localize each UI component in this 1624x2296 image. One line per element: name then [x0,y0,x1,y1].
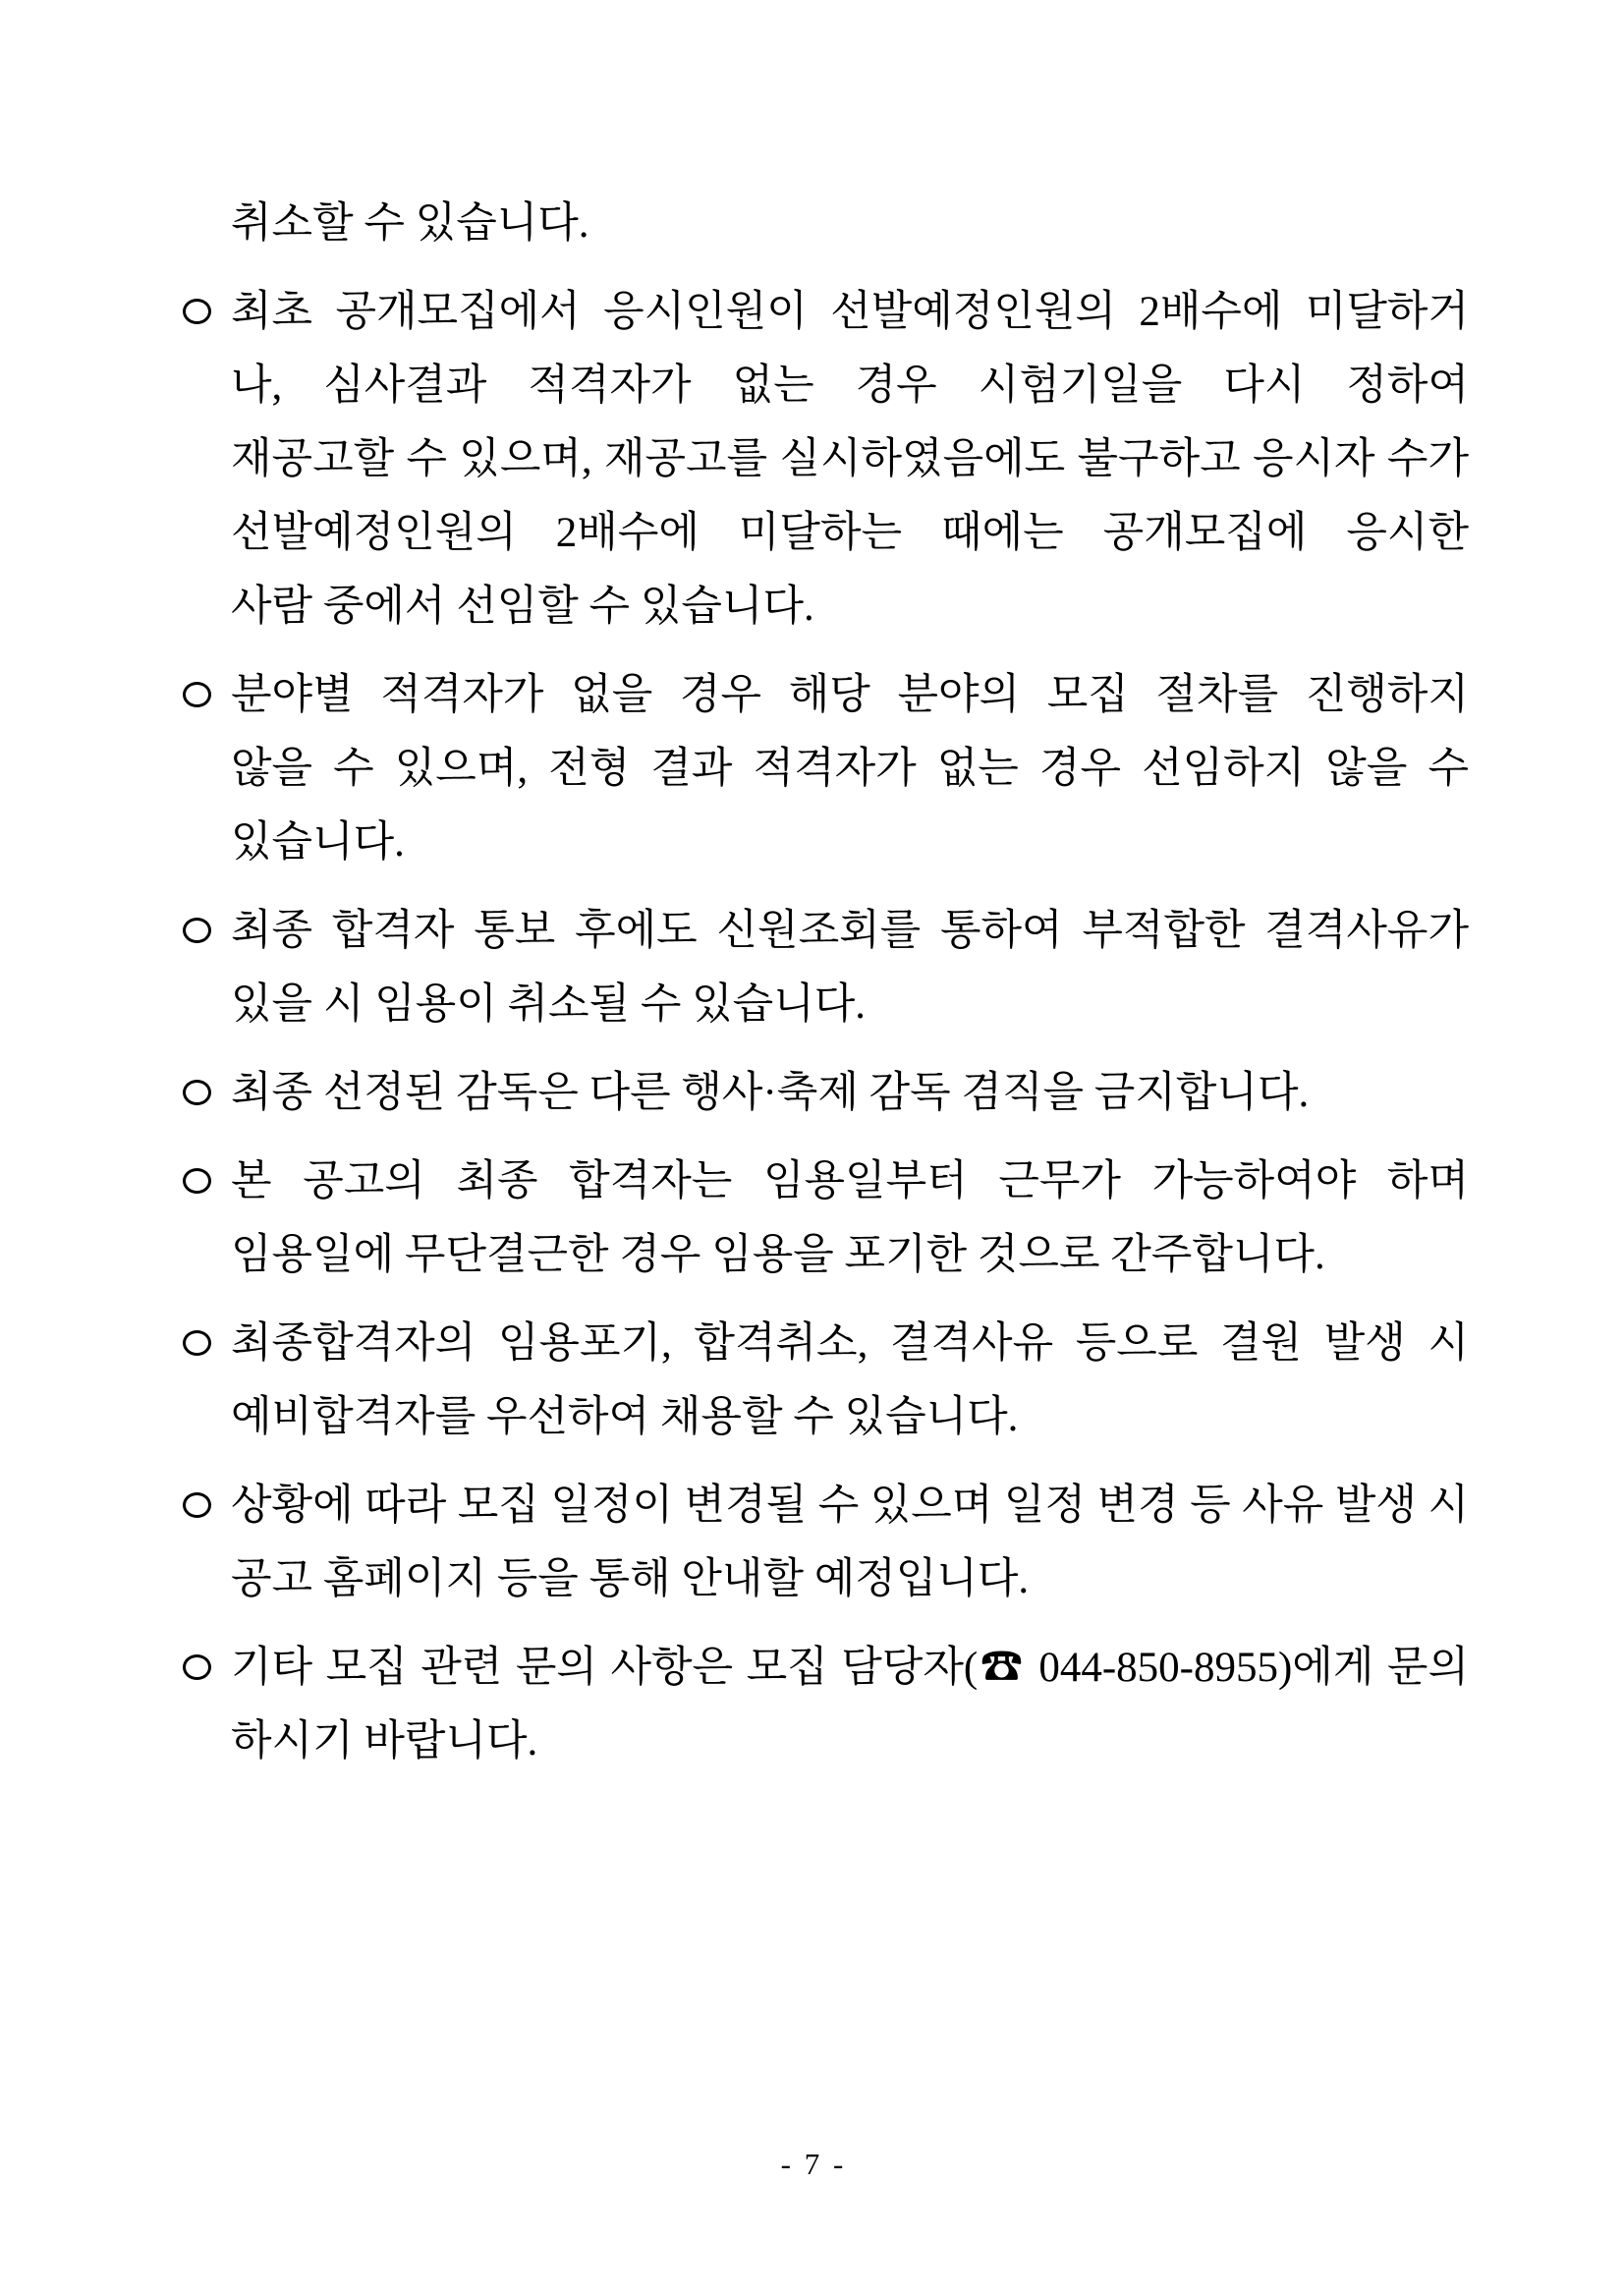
paragraph-text [231,1469,1469,1616]
paragraph-text [231,1145,1469,1292]
text-line: 사람 중에서 선임할 수 있습니다. [231,584,814,630]
text-line: 본 공고의 최종 합격자는 임용일부터 근무가 가능하여야 하며 [231,1158,1469,1204]
bullet-paragraph [182,1307,1469,1454]
continuation-paragraph [182,187,1469,260]
notice-body [182,187,1469,1793]
text-line: 최종합격자의 임용포기, 합격취소, 결격사유 등으로 결원 발생 시 [231,1320,1469,1367]
bullet-circle-icon [182,1145,231,1218]
text-line: 않을 수 있으며, 전형 결과 적격자가 없는 경우 선임하지 않을 수 [231,746,1469,792]
text-line: 최초 공개모집에서 응시인원이 선발예정인원의 2배수에 미달하거 [231,289,1469,335]
text-line: 하시기 바랍니다. [231,1718,538,1764]
text-line: 분야별 적격자가 없을 경우 해당 분야의 모집 절차를 진행하지 [231,672,1469,718]
page-footer [0,2145,1624,2184]
bullet-circle-icon [182,275,231,349]
bullet-circle-icon [182,894,231,968]
text-line: 나, 심사결과 적격자가 없는 경우 시험기일을 다시 정하여 [231,363,1469,409]
bullet-circle-icon [182,1056,231,1130]
bullet-circle-icon [182,1469,231,1542]
text-line: 취소할 수 있습니다. [231,200,589,247]
text-line: 최종 합격자 통보 후에도 신원조회를 통하여 부적합한 결격사유가 [231,908,1469,954]
text-line: 선발예정인원의 2배수에 미달하는 때에는 공개모집에 응시한 [231,510,1469,556]
bullet-paragraph [182,658,1469,879]
paragraph-text [231,187,1469,260]
bullet-paragraph [182,1056,1469,1130]
bullet-paragraph [182,1469,1469,1616]
bullet-spacer [182,187,231,260]
paragraph-text [231,1631,1469,1778]
bullet-paragraph [182,275,1469,644]
bullet-circle-icon [182,1631,231,1705]
paragraph-text [231,658,1469,879]
text-line: 상황에 따라 모집 일정이 변경될 수 있으며 일정 변경 등 사유 발생 시 [231,1483,1469,1529]
paragraph-text [231,275,1469,644]
text-line: 임용일에 무단결근한 경우 임용을 포기한 것으로 간주합니다. [231,1232,1325,1278]
text-line: 있습니다. [231,819,405,866]
paragraph-text [231,1056,1469,1130]
text-line: 최종 선정된 감독은 다른 행사·축제 감독 겸직을 금지합니다. [231,1070,1310,1116]
text-line: 기타 모집 관련 문의 사항은 모집 담당자(☎ 044-850-8955)에게 문의 [231,1645,1469,1691]
bullet-paragraph [182,894,1469,1041]
text-line: 있을 시 임용이 취소될 수 있습니다. [231,981,867,1028]
bullet-paragraph [182,1145,1469,1292]
bullet-circle-icon [182,658,231,732]
text-line: 재공고할 수 있으며, 재공고를 실시하였음에도 불구하고 응시자 수가 [231,436,1469,482]
paragraph-text [231,894,1469,1041]
text-line: 공고 홈페이지 등을 통해 안내할 예정입니다. [231,1556,1030,1602]
paragraph-text [231,1307,1469,1454]
page-number: - 7 - [780,2147,844,2181]
bullet-paragraph [182,1631,1469,1778]
text-line: 예비합격자를 우선하여 채용할 수 있습니다. [231,1394,1019,1440]
bullet-circle-icon [182,1307,231,1380]
